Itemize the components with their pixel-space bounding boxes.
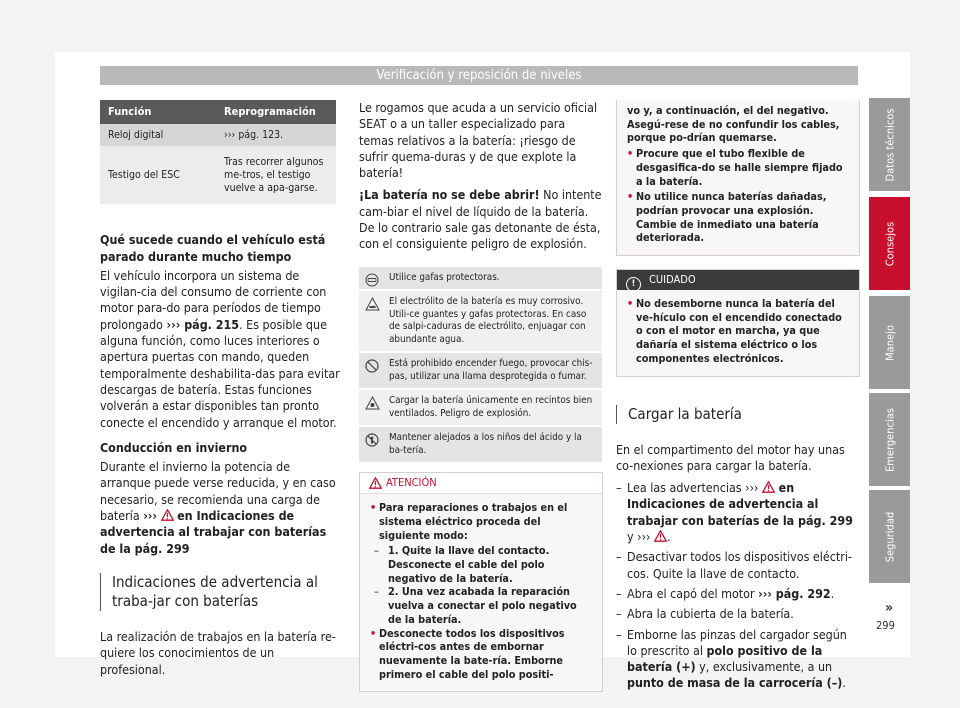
attention-box bbox=[359, 472, 603, 692]
section-heading: Indicaciones de advertencia al traba-jar con baterías bbox=[100, 573, 340, 611]
attention-step: – 1. Quite la llave del contacto. Desconecte el cable del polo negativo de la batería. bbox=[370, 544, 592, 585]
tab-datos-tecnicos[interactable] bbox=[869, 98, 910, 191]
list-item bbox=[359, 353, 602, 388]
step-list bbox=[616, 480, 860, 692]
section-paragraph: La realización de trabajos en la batería re-quiere los conocimientos de un profesional. bbox=[100, 628, 336, 677]
text: . bbox=[667, 529, 671, 545]
attention-bullet: • No utilice nunca baterías dañadas, podrían provocar una explosión. Cambie de inmediato una batería deteriorada. bbox=[627, 190, 849, 245]
table-cell: Tras recorrer algunos me-tros, el testigo vuelve a apa-garse. bbox=[216, 146, 336, 204]
warning-text: Cargar la batería únicamente en recintos bien ventilados. Peligro de explosión. bbox=[389, 395, 593, 419]
attention-continued-text: vo y, a continuación, el del negativo. Asegú-rese de no confundir los cables, porque po-drían quemarse. bbox=[627, 104, 840, 145]
corrosive-icon bbox=[365, 297, 380, 311]
warning-text: El electrólito de la batería es muy corrosivo. Utili-ce guantes y gafas protectoras. En caso de salpi-caduras de electrólito, enjuagar con abundante agua. bbox=[389, 296, 587, 345]
list-item bbox=[616, 627, 860, 692]
no-fire-icon bbox=[365, 359, 379, 373]
warning-triangle-icon bbox=[369, 477, 382, 489]
list-item: – Abra la cubierta de la batería. bbox=[616, 606, 860, 622]
warning-text: Mantener alejados a los niños del ácido y la ba-tería. bbox=[389, 432, 582, 456]
text: y ››› bbox=[627, 529, 651, 545]
warning-text: Está prohibido encender fuego, provocar chis-pas, utilizar una llama desprotegida o fumar. bbox=[389, 358, 593, 382]
info-circle-icon: ! bbox=[626, 277, 641, 292]
attention-continued-box bbox=[616, 100, 860, 256]
text: Emborne las pinzas del cargador según lo prescrito al bbox=[627, 626, 847, 658]
text: Lea las advertencias ››› bbox=[627, 480, 759, 496]
text: . bbox=[842, 675, 846, 691]
page-number: 299 bbox=[876, 619, 895, 632]
attention-bullet: • Procure que el tubo flexible de desgasifica-do se halle siempre fijado a la batería. bbox=[627, 147, 849, 188]
tab-consejos[interactable] bbox=[869, 197, 910, 290]
text: Abra el capó del motor bbox=[627, 585, 759, 601]
section-heading: Cargar la batería bbox=[616, 405, 860, 424]
winter-heading: Conducción en invierno bbox=[100, 439, 248, 455]
table-row bbox=[100, 146, 336, 204]
continued-marker: » bbox=[885, 600, 894, 616]
text: Durante el invierno la potencia de arranque puede verse reducida, y en caso necesario, se recomienda una carga de batería bbox=[100, 459, 336, 524]
page-link[interactable]: ››› pág. 292 bbox=[758, 585, 831, 601]
column-2 bbox=[359, 100, 603, 692]
text: No intente cam-biar el nivel de líquido de la batería. De lo contrario sale gas detonante de ésta, con el consiguiente peligro de explosión. bbox=[359, 187, 602, 252]
tab-label: Consejos bbox=[883, 221, 896, 266]
park-paragraph bbox=[100, 268, 340, 431]
page-header: Verificación y reposición de niveles bbox=[100, 66, 858, 85]
attention-bullet: • Para reparaciones o trabajos en el sistema eléctrico proceda del siguiente modo: bbox=[370, 501, 592, 542]
tab-label: Datos técnicos bbox=[883, 108, 896, 181]
table-cell: Reloj digital bbox=[100, 124, 216, 146]
winter-paragraph bbox=[100, 459, 340, 557]
caution-box bbox=[616, 269, 860, 377]
explosion-icon bbox=[365, 396, 380, 410]
page-link[interactable]: ››› bbox=[143, 508, 157, 524]
goggles-icon bbox=[365, 273, 379, 287]
caution-bullet: • No desemborne nunca la batería del ve-hículo con el encendido conectado o con el motor en marcha, ya que dañaría el sistema eléctrico o los componentes electrónicos. bbox=[627, 297, 849, 366]
table-header-reprog: Reprogramación bbox=[216, 100, 336, 124]
text: . bbox=[830, 585, 835, 601]
list-item: – Desactivar todos los dispositivos eléctri-cos. Quite la llave de contacto. bbox=[616, 549, 860, 582]
text: punto de masa de la carrocería (–) bbox=[627, 675, 843, 691]
tab-emergencias[interactable] bbox=[869, 393, 910, 486]
function-table bbox=[100, 100, 336, 204]
list-item bbox=[359, 291, 602, 351]
text: . Es posible que alguna función, como luces interiores o apertura puertas con mando, queden temporalmente deshabilita-das para evitar descargas de batería. Estas funciones volverán a estar disponibles tan pronto conecte el encendido y arranque el motor. bbox=[100, 316, 340, 430]
list-item bbox=[359, 267, 602, 290]
warning-triangle-icon bbox=[762, 481, 775, 493]
tab-label: Seguridad bbox=[883, 511, 896, 562]
battery-warning-paragraph bbox=[359, 187, 603, 252]
warning-link[interactable]: en Indicaciones de advertencia al trabajar con baterías de la pág. 299 bbox=[627, 480, 853, 528]
warning-triangle-icon bbox=[654, 530, 667, 542]
caution-header bbox=[617, 270, 859, 290]
warning-triangle-icon bbox=[161, 509, 174, 521]
text: polo positivo de la batería (+) bbox=[627, 642, 823, 675]
table-header-function: Función bbox=[100, 100, 216, 124]
intro-paragraph: Le rogamos que acuda a un servicio oficial SEAT o a un taller especializado para temas relativos a la batería: ¡riesgo de sufrir quema-duras y de que explote la batería! bbox=[359, 100, 598, 181]
no-children-icon bbox=[365, 433, 379, 447]
park-heading: Qué sucede cuando el vehículo está parado durante mucho tiempo bbox=[100, 232, 326, 264]
column-1 bbox=[100, 100, 340, 684]
table-cell: Testigo del ESC bbox=[100, 146, 216, 204]
attention-bullet: • Desconecte todos los dispositivos eléctri-cos antes de embornar nuevamente la bate-ría. Emborne primero el cable del polo positi- bbox=[370, 627, 592, 682]
tab-label: Manejo bbox=[883, 324, 896, 361]
warning-link[interactable]: en Indicaciones de advertencia al trabajar con baterías de la pág. 299 bbox=[100, 508, 327, 556]
attention-title: ATENCIÓN bbox=[386, 476, 437, 490]
table-row bbox=[100, 124, 336, 146]
column-3 bbox=[616, 100, 860, 696]
attention-step: – 2. Una vez acabada la reparación vuelva a conectar el polo negativo de la batería. bbox=[370, 585, 592, 626]
text: y, exclusivamente, a un bbox=[695, 659, 833, 675]
list-item bbox=[616, 586, 860, 602]
list-item bbox=[359, 390, 602, 425]
list-item bbox=[616, 480, 860, 545]
attention-header bbox=[360, 473, 602, 494]
tab-seguridad[interactable] bbox=[869, 490, 910, 583]
warning-symbols-table bbox=[359, 267, 602, 463]
tab-label: Emergencias bbox=[883, 407, 896, 472]
table-cell: ››› pág. 123. bbox=[216, 124, 336, 146]
text: El vehículo incorpora un sistema de vigilan-cia del consumo de corriente con motor para-do para períodos de tiempo prolongado bbox=[100, 267, 327, 332]
section-intro: En el compartimento del motor hay unas co-nexiones para cargar la batería. bbox=[616, 441, 845, 473]
tab-manejo[interactable] bbox=[869, 296, 910, 389]
text: ¡La batería no se debe abrir! bbox=[359, 187, 540, 203]
page-link[interactable]: ››› pág. 215 bbox=[166, 316, 240, 332]
warning-text: Utilice gafas protectoras. bbox=[389, 271, 500, 283]
caution-title: CUIDADO bbox=[649, 273, 696, 287]
list-item bbox=[359, 427, 602, 462]
